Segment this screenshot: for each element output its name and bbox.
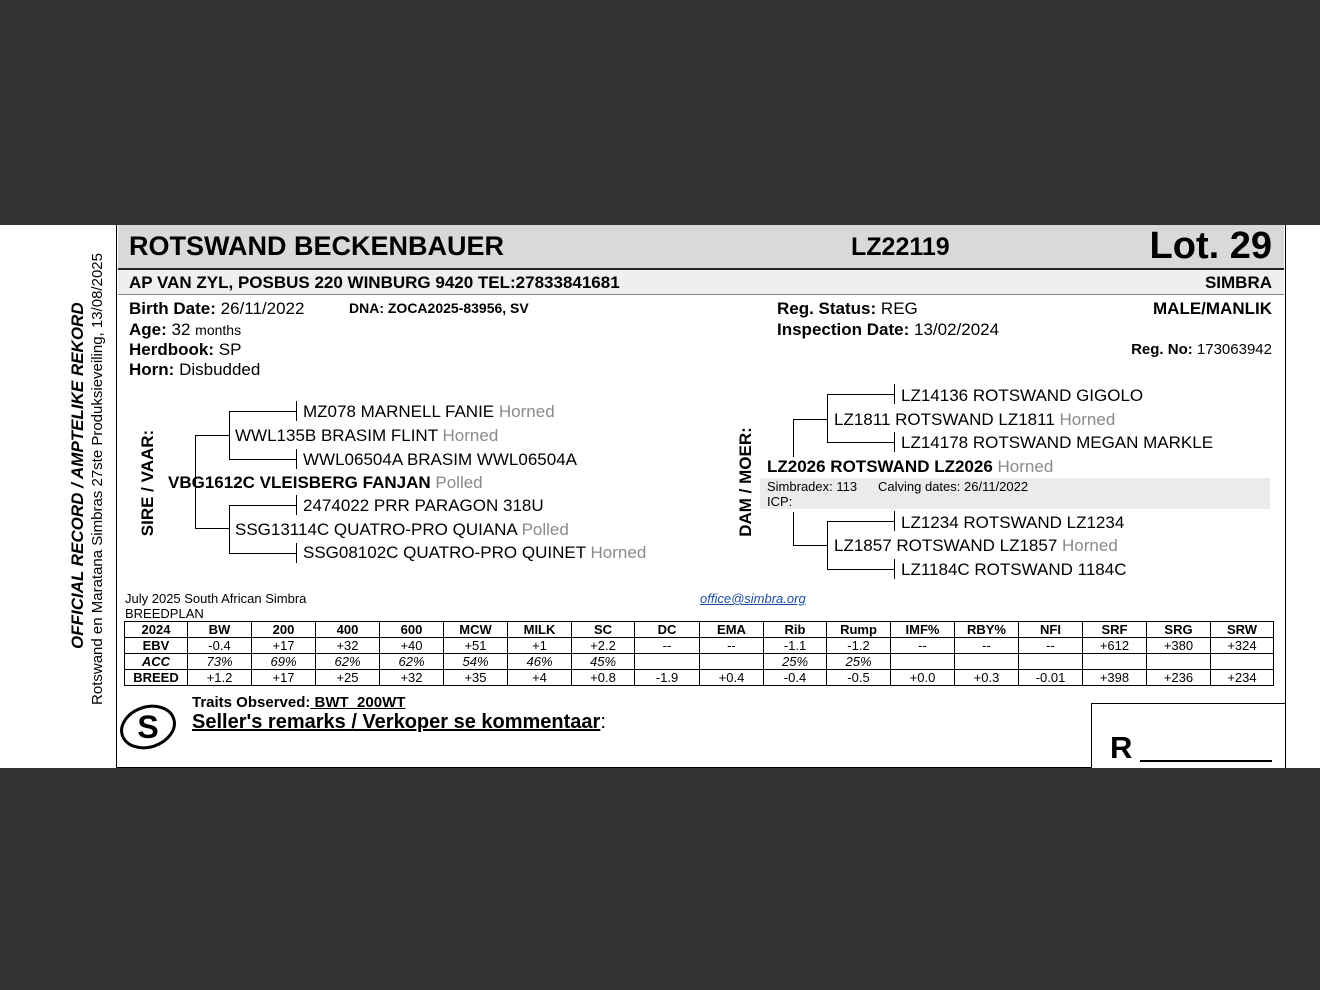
ebv-cell: 54% [444,654,508,670]
horn-value: Disbudded [179,360,261,379]
sire-dam-sire: 2474022 PRR PARAGON 318U [303,496,544,515]
ebv-cell: 45% [572,654,635,670]
dam: LZ2026 ROTSWAND LZ2026 Horned [767,457,1054,476]
dam-sire-sire: LZ14136 ROTSWAND GIGOLO [901,386,1144,405]
dam-dam: LZ1857 ROTSWAND LZ1857 Horned [834,536,1118,555]
ebv-cell: +0.4 [700,670,764,686]
icp: ICP: [767,494,793,509]
ebv-cell: 25% [764,654,827,670]
ebv-cell: +4 [508,670,572,686]
sire: VBG1612C VLEISBERG FANJAN Polled [168,473,483,492]
animal-name: ROTSWAND BECKENBAUER [129,231,505,261]
sire-sire: WWL135B BRASIM FLINT Horned [235,426,499,445]
ebv-cell: +1 [508,638,572,654]
official-record-label: OFFICIAL RECORD / AMPTELIKE REKORD [68,302,87,649]
reg-no-value: 173063942 [1196,341,1272,358]
ebv-cell: -1.2 [827,638,891,654]
birth-date-label: Birth Date: [129,299,216,318]
price-label: R [1110,730,1133,765]
traits-label: Traits Observed: [192,694,311,711]
ebv-cell: +17 [252,638,316,654]
sire-sire-dam: WWL06504A BRASIM WWL06504A [303,450,578,469]
ebv-header-cell: MCW [444,622,508,638]
ebv-row [125,654,1274,670]
ebv-cell: +0.8 [572,670,635,686]
logo-letter: S [137,709,159,745]
ebv-cell: 62% [316,654,380,670]
dna: DNA: ZOCA2025-83956, SV [349,300,529,316]
herdbook-value: SP [218,340,242,359]
ebv-cell: +0.3 [955,670,1019,686]
horn [129,360,260,380]
age-label: Age: [129,320,167,339]
traits-observed [192,694,405,711]
herdbook [129,340,241,360]
ebv-row [125,670,1274,686]
sellers-remarks: Seller's remarks / Verkoper se kommentaar: [192,711,606,733]
ebv-cell: +17 [252,670,316,686]
price-input-line[interactable] [1140,760,1272,762]
ebv-cell: +35 [444,670,508,686]
breed: SIMBRA [1204,273,1272,292]
ebv-header-cell: NFI [1019,622,1083,638]
ebv-cell [891,654,955,670]
horn-label: Horn: [129,360,175,379]
ebv-cell: +0.0 [891,670,955,686]
ebv-header-cell: RBY% [955,622,1019,638]
ebv-cell: -- [1019,638,1083,654]
ebv-cell: +2.2 [572,638,635,654]
lot-number: Lot. 29 [1149,225,1272,267]
ebv-cell: +380 [1147,638,1211,654]
ebv-cell [700,654,764,670]
auction-label: Rotswand en Maratana Simbras 27ste Produksieveiling, 13/08/2025 [89,253,106,705]
age-unit: months [195,322,242,338]
ebv-cell: +234 [1211,670,1274,686]
ebv-cell: +324 [1211,638,1274,654]
reg-no-label: Reg. No: [1131,341,1193,358]
ebv-header-cell: 200 [252,622,316,638]
reg-status [777,299,918,319]
ebv-cell: 46% [508,654,572,670]
evaluation-system: BREEDPLAN [125,606,204,621]
ebv-header-cell: EMA [700,622,764,638]
ebv-cell [635,654,700,670]
traits-value: BWT 200WT [310,694,406,711]
owner-address: AP VAN ZYL, POSBUS 220 WINBURG 9420 TEL:27833841681 [129,273,620,292]
ebv-cell: -- [700,638,764,654]
sire-label: SIRE / VAAR: [138,429,157,537]
ebv-header-cell: SRW [1211,622,1274,638]
ebv-cell [1083,654,1147,670]
birth-date [129,299,304,319]
ebv-cell: +51 [444,638,508,654]
ebv-cell: 25% [827,654,891,670]
ebv-row-label: BREED [125,670,188,686]
inspection-date-value: 13/02/2024 [913,320,1000,339]
herdbook-label: Herdbook: [129,340,214,359]
ebv-cell: -1.1 [764,638,827,654]
ebv-header-cell: 2024 [125,622,188,638]
ebv-cell: +398 [1083,670,1147,686]
ebv-header-cell: IMF% [891,622,955,638]
ebv-cell: +32 [316,638,380,654]
dam-label: DAM / MOER: [736,427,755,537]
ebv-header-cell: MILK [508,622,572,638]
reg-no [1131,341,1272,358]
ebv-header-cell: Rump [827,622,891,638]
ebv-cell: -- [955,638,1019,654]
ebv-header-cell: SRG [1147,622,1211,638]
ebv-cell: +40 [380,638,444,654]
reg-status-value: REG [880,299,918,318]
sex: MALE/MANLIK [1153,299,1272,318]
office-email-link[interactable]: office@simbra.org [700,591,806,606]
sire-dam: SSG13114C QUATRO-PRO QUIANA Polled [235,520,569,539]
ebv-header-cell: 600 [380,622,444,638]
ebv-cell: -0.4 [764,670,827,686]
ebv-cell: -0.4 [188,638,252,654]
ebv-cell: +612 [1083,638,1147,654]
sellers-remarks-label: Seller's remarks / Verkoper se kommentaar [192,711,601,733]
ebv-row [125,638,1274,654]
dam-dam-sire: LZ1234 ROTSWAND LZ1234 [901,513,1125,532]
ebv-header-row [125,622,1274,638]
ebv-table [124,621,1274,686]
ebv-cell: 62% [380,654,444,670]
catalogue-page [0,225,1320,768]
ebv-cell [1147,654,1211,670]
age-value: 32 [171,320,191,339]
ebv-cell: 73% [188,654,252,670]
ebv-cell [955,654,1019,670]
ebv-cell: -0.01 [1019,670,1083,686]
ebv-cell: 69% [252,654,316,670]
ebv-header-cell: BW [188,622,252,638]
inspection-date-label: Inspection Date: [777,320,910,339]
ebv-header-cell: Rib [764,622,827,638]
sire-dam-dam: SSG08102C QUATRO-PRO QUINET Horned [303,543,647,562]
ebv-cell: -0.5 [827,670,891,686]
ebv-header-cell: 400 [316,622,380,638]
ebv-header-cell: SRF [1083,622,1147,638]
reg-status-label: Reg. Status: [777,299,877,318]
age [129,320,241,340]
sire-sire-sire: MZ078 MARNELL FANIE Horned [303,402,555,421]
ebv-cell: +236 [1147,670,1211,686]
evaluation-title: July 2025 South African Simbra [125,591,307,606]
dam-dam-dam: LZ1184C ROTSWAND 1184C [901,560,1127,579]
ebv-row-label: EBV [125,638,188,654]
ebv-cell: -- [635,638,700,654]
ebv-cell [1211,654,1274,670]
calving-dates: Calving dates: 26/11/2022 [878,479,1029,494]
ebv-cell: -- [891,638,955,654]
ebv-cell: +25 [316,670,380,686]
birth-date-value: 26/11/2022 [220,299,305,318]
ebv-cell: -1.9 [635,670,700,686]
simbradex: Simbradex: 113 [767,479,858,494]
ebv-cell: +32 [380,670,444,686]
dam-sire-dam: LZ14178 ROTSWAND MEGAN MARKLE [901,433,1214,452]
ebv-header-cell: DC [635,622,700,638]
ebv-row-label: ACC [125,654,188,670]
simbra-logo-icon [118,701,178,751]
dam-sire: LZ1811 ROTSWAND LZ1811 Horned [834,410,1116,429]
inspection-date [777,320,999,340]
ebv-cell: +1.2 [188,670,252,686]
animal-id: LZ22119 [851,233,950,261]
ebv-cell [1019,654,1083,670]
ebv-header-cell: SC [572,622,635,638]
